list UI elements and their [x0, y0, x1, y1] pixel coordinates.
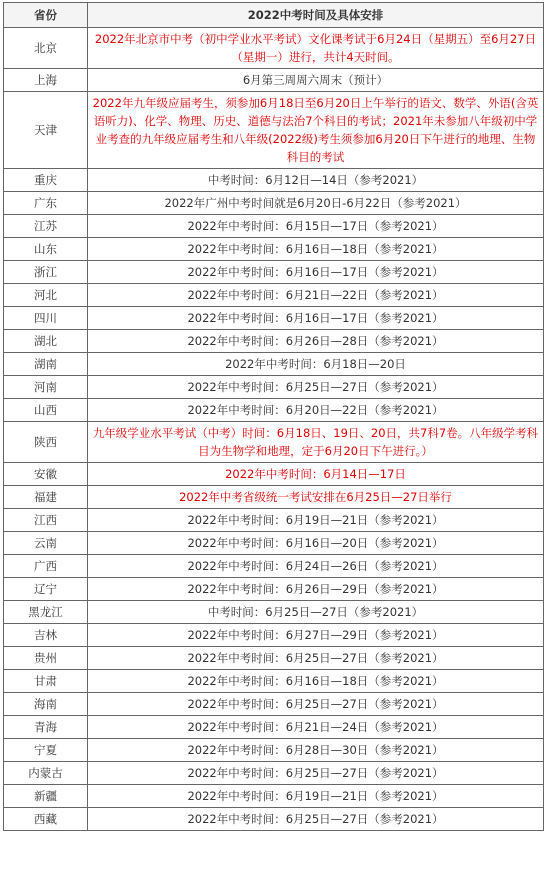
- schedule-cell: 2022年中考时间：6月26日—28日（参考2021）: [88, 330, 544, 353]
- schedule-cell: 中考时间：6月12日—14日（参考2021）: [88, 169, 544, 192]
- schedule-cell: 2022年中考时间：6月19日—21日（参考2021）: [88, 509, 544, 532]
- table-row: [4, 509, 544, 532]
- table-row: [4, 28, 544, 69]
- schedule-cell: 中考时间：6月25日—27日（参考2021）: [88, 601, 544, 624]
- exam-schedule-container: [3, 2, 544, 831]
- schedule-cell: 2022年中考时间：6月18日—20日: [88, 353, 544, 376]
- province-cell: 甘肃: [4, 670, 88, 693]
- schedule-cell: 2022年中考时间：6月26日—29日（参考2021）: [88, 578, 544, 601]
- schedule-cell: 2022年中考时间：6月16日—18日（参考2021）: [88, 670, 544, 693]
- province-cell: 云南: [4, 532, 88, 555]
- exam-schedule-table: [3, 2, 544, 831]
- province-cell: 辽宁: [4, 578, 88, 601]
- province-cell: 河北: [4, 284, 88, 307]
- table-row: [4, 716, 544, 739]
- schedule-cell: 2022年中考时间：6月15日—17日（参考2021）: [88, 215, 544, 238]
- table-row: [4, 624, 544, 647]
- schedule-cell: 2022年中考时间：6月25日—27日（参考2021）: [88, 693, 544, 716]
- schedule-cell: 2022年中考时间：6月16日—18日（参考2021）: [88, 238, 544, 261]
- table-row: [4, 601, 544, 624]
- province-cell: 广东: [4, 192, 88, 215]
- schedule-cell: 2022年中考时间：6月25日—27日（参考2021）: [88, 808, 544, 831]
- table-row: [4, 693, 544, 716]
- province-cell: 吉林: [4, 624, 88, 647]
- table-row: [4, 670, 544, 693]
- province-cell: 四川: [4, 307, 88, 330]
- province-cell: 浙江: [4, 261, 88, 284]
- province-cell: 海南: [4, 693, 88, 716]
- province-cell: 西藏: [4, 808, 88, 831]
- schedule-cell: 2022年中考时间：6月14日—17日: [88, 463, 544, 486]
- province-cell: 江西: [4, 509, 88, 532]
- schedule-cell: 2022年中考时间：6月25日—27日（参考2021）: [88, 762, 544, 785]
- schedule-cell: 2022年中考时间：6月16日—17日（参考2021）: [88, 307, 544, 330]
- table-row: [4, 69, 544, 92]
- province-cell: 江苏: [4, 215, 88, 238]
- province-cell: 北京: [4, 28, 88, 69]
- schedule-cell: 2022年中考时间：6月25日—27日（参考2021）: [88, 647, 544, 670]
- table-header-row: [4, 3, 544, 28]
- province-cell: 安徽: [4, 463, 88, 486]
- table-row: [4, 238, 544, 261]
- table-row: [4, 578, 544, 601]
- schedule-cell: 2022年中考时间：6月25日—27日（参考2021）: [88, 376, 544, 399]
- table-row: [4, 808, 544, 831]
- table-row: [4, 192, 544, 215]
- table-row: [4, 376, 544, 399]
- table-row: [4, 353, 544, 376]
- table-row: [4, 739, 544, 762]
- table-row: [4, 261, 544, 284]
- schedule-cell: 2022年中考时间：6月27日—29日（参考2021）: [88, 624, 544, 647]
- table-body: [4, 28, 544, 831]
- province-cell: 山东: [4, 238, 88, 261]
- table-row: [4, 555, 544, 578]
- province-cell: 陕西: [4, 422, 88, 463]
- schedule-cell: 2022年中考省级统一考试安排在6月25日—27日举行: [88, 486, 544, 509]
- schedule-cell: 2022年中考时间：6月24日—26日（参考2021）: [88, 555, 544, 578]
- schedule-cell: 2022年中考时间：6月20日—22日（参考2021）: [88, 399, 544, 422]
- schedule-cell: 2022年广州中考时间就是6月20日-6月22日（参考2021）: [88, 192, 544, 215]
- schedule-cell: 2022年北京市中考（初中学业水平考试）文化课考试于6月24日（星期五）至6月27日（星期一）进行，共计4天时间。: [88, 28, 544, 69]
- table-row: [4, 647, 544, 670]
- province-cell: 湖南: [4, 353, 88, 376]
- province-cell: 新疆: [4, 785, 88, 808]
- province-cell: 重庆: [4, 169, 88, 192]
- province-cell: 广西: [4, 555, 88, 578]
- province-cell: 内蒙古: [4, 762, 88, 785]
- province-cell: 黑龙江: [4, 601, 88, 624]
- header-province: 省份: [4, 3, 88, 28]
- schedule-cell: 2022年中考时间：6月21日—22日（参考2021）: [88, 284, 544, 307]
- table-row: [4, 284, 544, 307]
- schedule-cell: 6月第三周周六周末（预计）: [88, 69, 544, 92]
- table-row: [4, 169, 544, 192]
- province-cell: 天津: [4, 92, 88, 169]
- table-row: [4, 532, 544, 555]
- table-row: [4, 215, 544, 238]
- table-row: [4, 486, 544, 509]
- schedule-cell: 2022年中考时间：6月21日—24日（参考2021）: [88, 716, 544, 739]
- table-row: [4, 762, 544, 785]
- table-row: [4, 307, 544, 330]
- province-cell: 湖北: [4, 330, 88, 353]
- province-cell: 青海: [4, 716, 88, 739]
- table-row: [4, 399, 544, 422]
- province-cell: 河南: [4, 376, 88, 399]
- header-schedule: 2022中考时间及具体安排: [88, 3, 544, 28]
- schedule-cell: 九年级学业水平考试（中考）时间：6月18日、19日、20日，共7科7卷。八年级学考科目为生物学和地理，定于6月20日下午进行。）: [88, 422, 544, 463]
- province-cell: 宁夏: [4, 739, 88, 762]
- province-cell: 上海: [4, 69, 88, 92]
- province-cell: 贵州: [4, 647, 88, 670]
- schedule-cell: 2022年中考时间：6月16日—17日（参考2021）: [88, 261, 544, 284]
- province-cell: 山西: [4, 399, 88, 422]
- table-row: [4, 463, 544, 486]
- schedule-cell: 2022年九年级应届考生，须参加6月18日至6月20日上午举行的语文、数学、外语(含英语听力)、化学、物理、历史、道德与法治7个科目的考试；2021年未参加八年级初中学业考查的九年级应届考生和八年级(2022级)考生须参加6月20日下午进行的地理、生物科目的考试: [88, 92, 544, 169]
- province-cell: 福建: [4, 486, 88, 509]
- table-row: [4, 92, 544, 169]
- schedule-cell: 2022年中考时间：6月16日—20日（参考2021）: [88, 532, 544, 555]
- table-row: [4, 785, 544, 808]
- table-row: [4, 422, 544, 463]
- schedule-cell: 2022年中考时间：6月19日—21日（参考2021）: [88, 785, 544, 808]
- table-row: [4, 330, 544, 353]
- schedule-cell: 2022年中考时间：6月28日—30日（参考2021）: [88, 739, 544, 762]
